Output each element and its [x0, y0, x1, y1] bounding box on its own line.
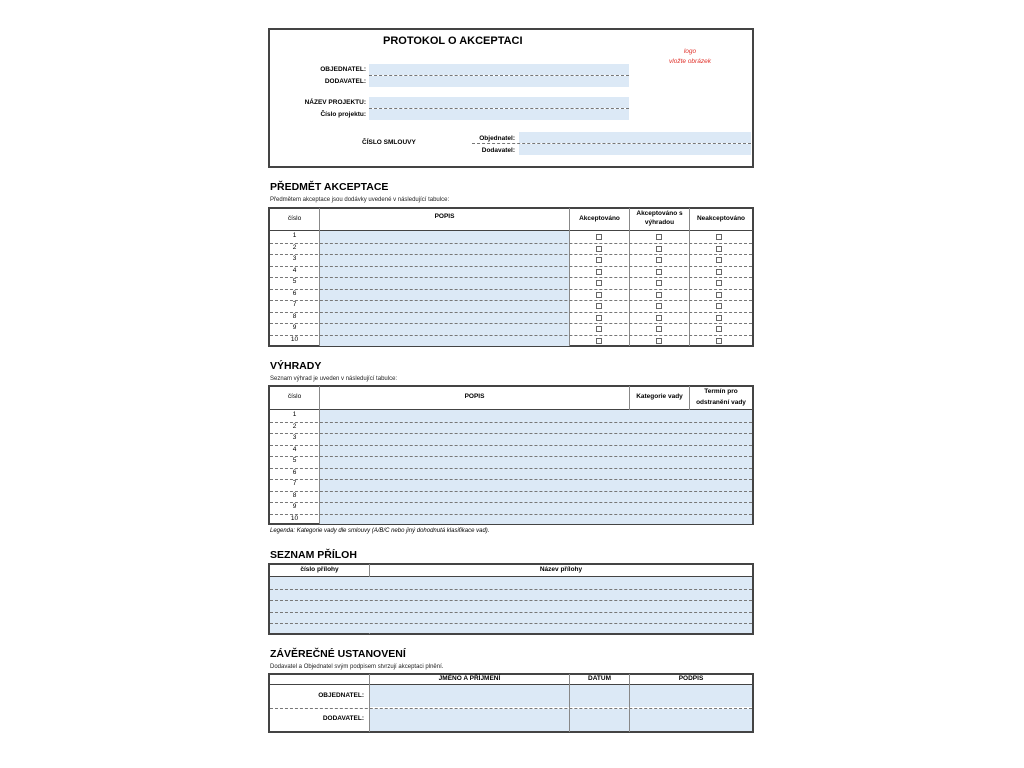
- reservations-row-number: 5: [292, 457, 297, 464]
- acceptance-row-number: 6: [292, 289, 297, 297]
- acceptance-accepted-with-reservation-checkbox[interactable]: [656, 315, 662, 321]
- dodavatel-label: DODAVATEL:: [324, 78, 366, 85]
- reservations-col-kategorie: Kategorie vady: [636, 393, 683, 400]
- acceptance-accepted-checkbox[interactable]: [596, 246, 602, 252]
- acceptance-accepted-checkbox[interactable]: [596, 326, 602, 332]
- acceptance-row-number: 5: [292, 278, 297, 285]
- acceptance-accepted-with-reservation-checkbox[interactable]: [656, 269, 662, 275]
- final-subtitle: Dodavatel a Objednatel svým podpisem stvrzují akceptaci plnění.: [270, 664, 444, 670]
- objednatel-field[interactable]: [369, 64, 629, 75]
- acceptance-row-separator: [270, 312, 752, 313]
- reservations-row-separator: [270, 456, 752, 457]
- acceptance-accepted-checkbox[interactable]: [596, 269, 602, 275]
- attachments-row-separator: [270, 623, 752, 624]
- signature-objednatel-row[interactable]: [370, 685, 752, 707]
- reservations-row-number: 10: [290, 514, 299, 522]
- acceptance-row-number: 2: [292, 243, 297, 251]
- final-dodavatel-label: DODAVATEL:: [322, 715, 364, 722]
- attachments-row-separator: [270, 589, 752, 590]
- reservations-row-separator: [270, 514, 752, 515]
- attachments-row-separator: [270, 600, 752, 601]
- reservations-row-separator: [270, 433, 752, 434]
- contract-objednatel-field[interactable]: [519, 132, 751, 143]
- acceptance-accepted-with-reservation-checkbox[interactable]: [656, 338, 662, 344]
- acceptance-accepted-with-reservation-checkbox[interactable]: [656, 292, 662, 298]
- reservations-legend: Legenda: Kategorie vady dle smlouvy (A/B/C nebo jiný dohodnutá klasifikace vad).: [270, 528, 490, 534]
- acceptance-accepted-checkbox[interactable]: [596, 280, 602, 286]
- reservations-heading: VÝHRADY: [270, 360, 322, 372]
- acceptance-col-cislo: číslo: [287, 215, 302, 222]
- logo-placeholder-line1[interactable]: logo: [683, 48, 697, 55]
- contract-dodavatel-label: Dodavatel:: [481, 147, 515, 154]
- reservations-row-number: 7: [292, 480, 297, 487]
- acceptance-row-separator: [270, 254, 752, 255]
- reservations-row-number: 3: [292, 434, 297, 441]
- attachments-col-cislo: číslo přílohy: [300, 566, 339, 573]
- reservations-col-termin-1: Termín pro: [704, 388, 738, 395]
- contract-dodavatel-field[interactable]: [519, 144, 751, 155]
- acceptance-not-accepted-checkbox[interactable]: [716, 234, 722, 240]
- cislo-projektu-label: Číslo projektu:: [320, 111, 366, 118]
- acceptance-accepted-with-reservation-checkbox[interactable]: [656, 326, 662, 332]
- acceptance-accepted-with-reservation-checkbox[interactable]: [656, 280, 662, 286]
- final-col-jmeno: JMÉNO A PŘÍJMENÍ: [438, 675, 501, 682]
- final-col-podpis: PODPIS: [678, 675, 704, 682]
- acceptance-row-separator: [270, 289, 752, 290]
- reservations-row-separator: [270, 468, 752, 469]
- reservations-row-separator: [270, 479, 752, 480]
- acceptance-col-popis: POPIS: [434, 213, 455, 220]
- acceptance-row-number: 1: [292, 232, 297, 239]
- acceptance-col-vyhrada-2: výhradou: [644, 219, 675, 226]
- acceptance-accepted-with-reservation-checkbox[interactable]: [656, 303, 662, 309]
- acceptance-accepted-checkbox[interactable]: [596, 315, 602, 321]
- acceptance-not-accepted-checkbox[interactable]: [716, 292, 722, 298]
- acceptance-not-accepted-checkbox[interactable]: [716, 315, 722, 321]
- acceptance-col-akceptovano: Akceptováno: [579, 215, 620, 222]
- final-col-datum: DATUM: [588, 675, 611, 682]
- acceptance-subtitle: Předmětem akceptace jsou dodávky uvedené v následující tabulce:: [270, 197, 450, 203]
- attachments-heading: SEZNAM PŘÍLOH: [270, 549, 357, 561]
- acceptance-row-separator: [270, 300, 752, 301]
- reservations-col-termin-2: odstranění vady: [696, 399, 746, 406]
- reservations-row-number: 4: [292, 445, 297, 453]
- reservations-row-number: 9: [292, 503, 297, 510]
- acceptance-not-accepted-checkbox[interactable]: [716, 303, 722, 309]
- reservations-row-number: 2: [292, 422, 297, 430]
- final-heading: ZÁVĚREČNÉ USTANOVENÍ: [270, 648, 406, 660]
- attachments-fill[interactable]: [270, 577, 752, 633]
- acceptance-col-neakceptovano: Neakceptováno: [696, 215, 746, 222]
- acceptance-row-number: 3: [292, 255, 297, 262]
- acceptance-not-accepted-checkbox[interactable]: [716, 326, 722, 332]
- acceptance-not-accepted-checkbox[interactable]: [716, 338, 722, 344]
- acceptance-row-number: 9: [292, 324, 297, 331]
- attachments-col-nazev: Název přílohy: [539, 566, 583, 573]
- reservations-row-separator: [270, 445, 752, 446]
- acceptance-accepted-checkbox[interactable]: [596, 292, 602, 298]
- acceptance-not-accepted-checkbox[interactable]: [716, 280, 722, 286]
- reservations-row-separator: [270, 422, 752, 423]
- acceptance-heading: PŘEDMĚT AKCEPTACE: [270, 181, 389, 193]
- final-objednatel-label: OBJEDNATEL:: [318, 692, 364, 699]
- reservations-col-cislo: číslo: [287, 393, 302, 400]
- acceptance-row-number: 10: [290, 335, 299, 343]
- acceptance-row-separator: [270, 266, 752, 267]
- cislo-projektu-field[interactable]: [369, 109, 629, 120]
- reservations-col-popis: POPIS: [464, 393, 485, 400]
- acceptance-not-accepted-checkbox[interactable]: [716, 246, 722, 252]
- acceptance-accepted-checkbox[interactable]: [596, 257, 602, 263]
- acceptance-row-separator: [270, 335, 752, 336]
- acceptance-accepted-with-reservation-checkbox[interactable]: [656, 257, 662, 263]
- acceptance-row-number: 7: [292, 301, 297, 308]
- dodavatel-field[interactable]: [369, 76, 629, 87]
- objednatel-label: OBJEDNATEL:: [320, 66, 366, 73]
- acceptance-row-separator: [270, 323, 752, 324]
- acceptance-accepted-with-reservation-checkbox[interactable]: [656, 246, 662, 252]
- acceptance-not-accepted-checkbox[interactable]: [716, 257, 722, 263]
- reservations-row-separator: [270, 491, 752, 492]
- nazev-projektu-label: NÁZEV PROJEKTU:: [304, 99, 366, 106]
- page-title: PROTOKOL O AKCEPTACI: [383, 35, 523, 47]
- contract-objednatel-label: Objednatel:: [479, 135, 515, 142]
- acceptance-row-number: 8: [292, 312, 297, 320]
- acceptance-row-separator: [270, 277, 752, 278]
- cislo-smlouvy-label: ČÍSLO SMLOUVY: [362, 139, 416, 146]
- logo-placeholder-line2[interactable]: vložte obrázek: [669, 58, 711, 65]
- nazev-projektu-field[interactable]: [369, 97, 629, 108]
- reservations-row-number: 6: [292, 468, 297, 476]
- acceptance-col-vyhrada-1: Akceptováno s: [636, 210, 683, 217]
- acceptance-accepted-checkbox[interactable]: [596, 303, 602, 309]
- signature-dodavatel-row[interactable]: [370, 709, 752, 731]
- reservations-row-separator: [270, 502, 752, 503]
- acceptance-accepted-with-reservation-checkbox[interactable]: [656, 234, 662, 240]
- reservations-subtitle: Seznam výhrad je uveden v následující tabulce:: [270, 376, 398, 382]
- acceptance-accepted-checkbox[interactable]: [596, 234, 602, 240]
- acceptance-row-separator: [270, 243, 752, 244]
- reservations-row-number: 8: [292, 491, 297, 499]
- reservations-row-number: 1: [292, 411, 297, 418]
- acceptance-not-accepted-checkbox[interactable]: [716, 269, 722, 275]
- attachments-row-separator: [270, 612, 752, 613]
- acceptance-row-number: 4: [292, 266, 297, 274]
- acceptance-accepted-checkbox[interactable]: [596, 338, 602, 344]
